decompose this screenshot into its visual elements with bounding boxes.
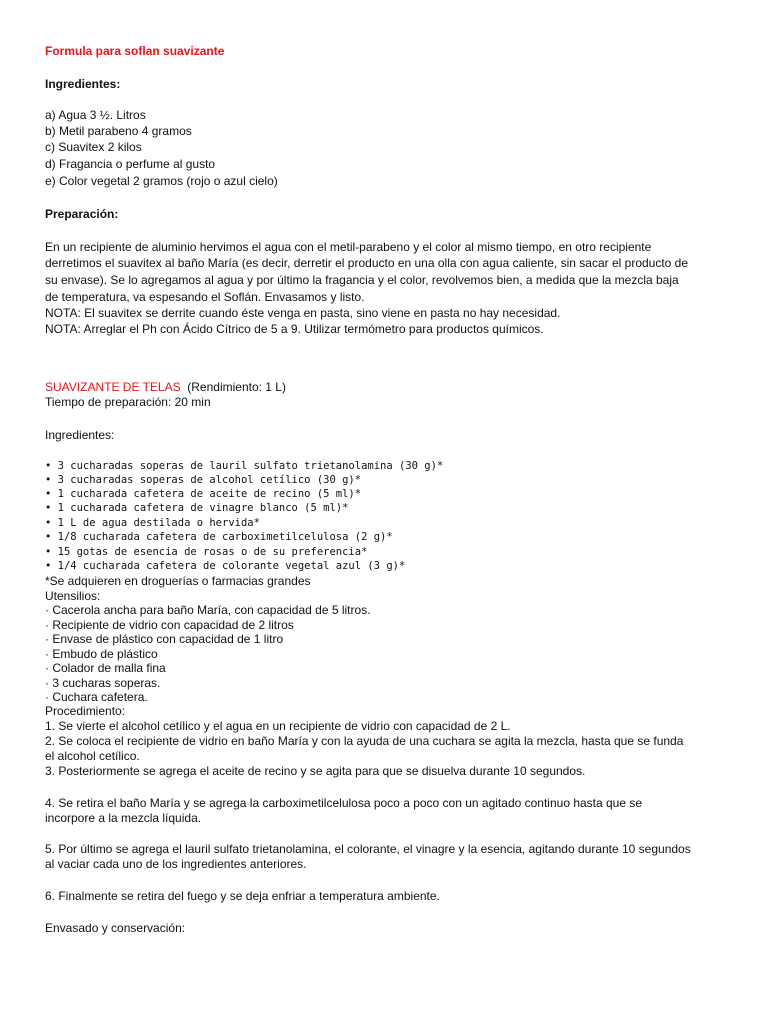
section1-preparation-line: de temperatura, va espesando el Soflán. Envasamos y listo. xyxy=(45,290,365,304)
section2-ingredient: • 1 L de agua destilada o hervida* xyxy=(45,517,260,529)
section2-step: incorpore a la mezcla líquida. xyxy=(45,811,202,825)
section2-utensil: · Colador de malla fina xyxy=(45,661,166,675)
section2-step: el alcohol cetílico. xyxy=(45,749,140,763)
section2-utensil: · Recipiente de vidrio con capacidad de 2 litros xyxy=(45,618,294,632)
section2-prep-time: Tiempo de preparación: 20 min xyxy=(45,395,211,409)
section2-step: 4. Se retira el baño María y se agrega la carboximetilcelulosa poco a poco con un agitado continuo hasta que se xyxy=(45,796,643,810)
section2-ingredient: • 1 cucharada cafetera de vinagre blanco (5 ml)* xyxy=(45,502,349,514)
section2-utensil: · Embudo de plástico xyxy=(45,647,158,661)
section2-step: 3. Posteriormente se agrega el aceite de recino y se agita para que se disuelva durante 10 segundos. xyxy=(45,764,586,778)
section1-ingredient: b) Metil parabeno 4 gramos xyxy=(45,124,192,138)
section2-ingredient: • 1/8 cucharada cafetera de carboximetilcelulosa (2 g)* xyxy=(45,531,393,543)
section1-note: NOTA: El suavitex se derrite cuando éste venga en pasta, sino viene en pasta no hay necesidad. xyxy=(45,306,561,320)
section1-preparation-line: derretimos el suavitex al baño María (es decir, derretir el producto en una olla con agua caliente, sin sacar el producto de xyxy=(45,256,689,270)
section1-preparation-line: su envase). Se lo agregamos al agua y por último la fragancia y el color, revolvemos bien, a medida que la mezcla baja xyxy=(45,273,679,287)
section1-note: NOTA: Arreglar el Ph con Ácido Cítrico de 5 a 9. Utilizar termómetro para productos químicos. xyxy=(45,322,544,336)
section2-utensil: · 3 cucharas soperas. xyxy=(45,676,161,690)
section2-yield: (Rendimiento: 1 L) xyxy=(187,380,286,394)
section2-footnote: *Se adquieren en droguerías o farmacias grandes xyxy=(45,574,311,588)
section2-step: al vaciar cada uno de los ingredientes anteriores. xyxy=(45,857,307,871)
section1-preparation-line: En un recipiente de aluminio hervimos el agua con el metil-parabeno y el color al mismo tiempo, en otro recipiente xyxy=(45,240,652,254)
section2-utensil: · Cuchara cafetera. xyxy=(45,690,148,704)
section2-packaging-heading: Envasado y conservación: xyxy=(45,921,186,935)
section2-ingredients-heading: Ingredientes: xyxy=(45,428,115,442)
section2-utensil: · Envase de plástico con capacidad de 1 litro xyxy=(45,632,284,646)
section1-ingredients-heading: Ingredientes: xyxy=(45,77,121,91)
section2-step: 6. Finalmente se retira del fuego y se deja enfriar a temperatura ambiente. xyxy=(45,889,440,903)
section2-procedure-heading: Procedimiento: xyxy=(45,704,126,718)
section2-ingredient: • 3 cucharadas soperas de alcohol cetílico (30 g)* xyxy=(45,474,362,486)
section1-preparation-heading: Preparación: xyxy=(45,207,119,221)
section1-title: Formula para soflan suavizante xyxy=(45,44,225,58)
section2-step: 1. Se vierte el alcohol cetílico y el agua en un recipiente de vidrio con capacidad de 2 L. xyxy=(45,719,511,733)
section2-step: 2. Se coloca el recipiente de vidrio en baño María y con la ayuda de una cuchara se agita la mezcla, hasta que se funda xyxy=(45,734,684,748)
section2-ingredient: • 1/4 cucharada cafetera de colorante vegetal azul (3 g)* xyxy=(45,560,406,572)
section2-ingredient: • 1 cucharada cafetera de aceite de recino (5 ml)* xyxy=(45,488,362,500)
section1-ingredient: c) Suavitex 2 kilos xyxy=(45,140,142,154)
section2-title: SUAVIZANTE DE TELAS xyxy=(45,380,181,394)
section2-title-row xyxy=(45,380,286,395)
section2-utensils-heading: Utensilios: xyxy=(45,589,101,603)
section2-utensil: · Cacerola ancha para baño María, con capacidad de 5 litros. xyxy=(45,603,371,617)
section1-ingredient: d) Fragancia o perfume al gusto xyxy=(45,157,216,171)
section1-ingredient: e) Color vegetal 2 gramos (rojo o azul cielo) xyxy=(45,174,278,188)
section2-step: 5. Por último se agrega el lauril sulfato trietanolamina, el colorante, el vinagre y la esencia, agitando durante 10 segundos xyxy=(45,842,691,856)
section2-ingredient: • 3 cucharadas soperas de lauril sulfato trietanolamina (30 g)* xyxy=(45,460,444,472)
section2-ingredient: • 15 gotas de esencia de rosas o de su preferencia* xyxy=(45,546,368,558)
section1-ingredient: a) Agua 3 ½. Litros xyxy=(45,108,146,122)
